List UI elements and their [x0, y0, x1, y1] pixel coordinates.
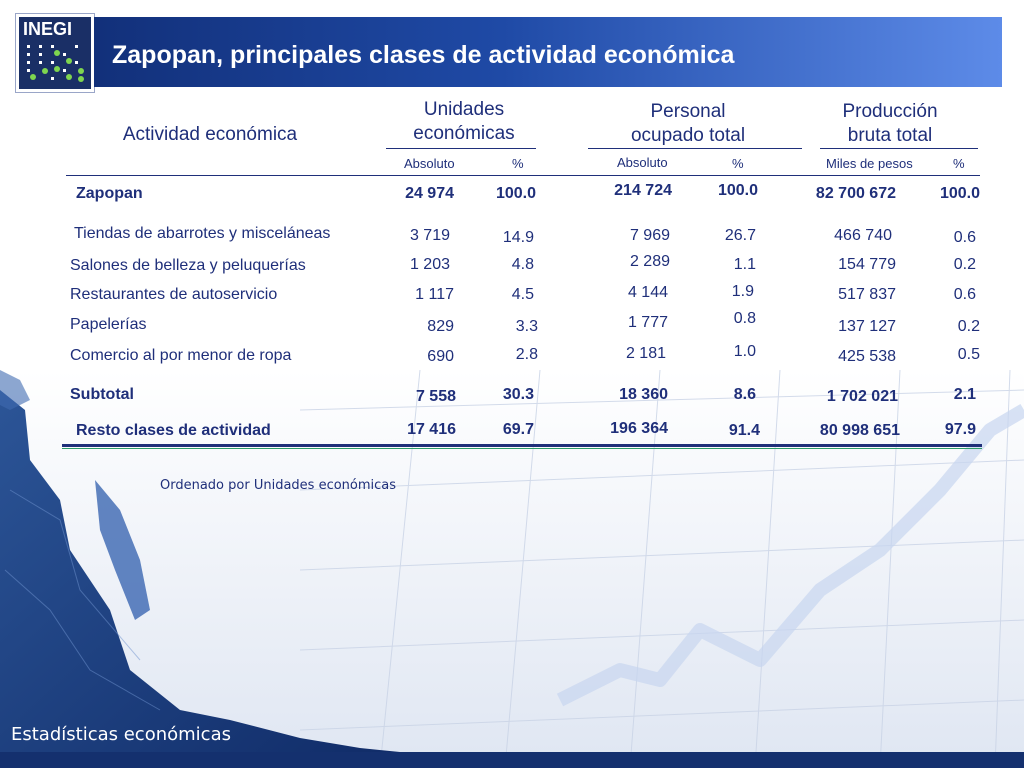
cell-pb-abs: 82 700 672	[815, 185, 896, 202]
cell-ue-abs: 7 558	[415, 388, 456, 405]
inegi-logo	[16, 14, 94, 92]
table-top-rule	[66, 175, 980, 176]
footnote: Ordenado por Unidades económicas	[160, 478, 397, 493]
table-bottom-accent-rule	[62, 448, 982, 449]
logo-dot-grid-icon	[25, 43, 85, 85]
cell-pb-pct: 0.2	[957, 318, 980, 335]
header-unidades-line2: económicas	[413, 123, 515, 144]
cell-ue-pct: 4.5	[511, 286, 534, 303]
cell-po-abs: 4 144	[627, 284, 668, 301]
row-name: Resto clases de actividad	[76, 422, 271, 439]
cell-po-pct: 0.8	[733, 310, 756, 327]
header-actividad: Actividad económica	[122, 124, 298, 145]
cell-po-abs: 214 724	[614, 182, 672, 199]
row-name: Papelerías	[70, 316, 147, 333]
cell-pb-pct: 97.9	[944, 421, 976, 438]
row-name: Salones de belleza y peluquerías	[70, 257, 306, 274]
cell-po-abs: 18 360	[619, 386, 668, 403]
header-rule-ue	[386, 148, 536, 149]
header-produccion-line1: Producción	[842, 101, 938, 122]
cell-po-pct: 1.1	[733, 256, 756, 273]
cell-po-abs: 2 181	[625, 345, 666, 362]
cell-ue-pct: 2.8	[515, 346, 538, 363]
header-produccion-line2: bruta total	[847, 125, 933, 146]
cell-po-pct: 91.4	[728, 422, 760, 439]
cell-pb-abs: 137 127	[838, 318, 896, 335]
subheader-pb-miles: Miles de pesos	[826, 156, 913, 171]
cell-ue-pct: 30.3	[502, 386, 534, 403]
cell-pb-abs: 154 779	[838, 256, 896, 273]
cell-po-pct: 8.6	[733, 386, 756, 403]
header-rule-pb	[820, 148, 978, 149]
cell-pb-abs: 517 837	[838, 286, 896, 303]
cell-ue-abs: 24 974	[405, 185, 454, 202]
subheader-pb-pct: %	[953, 156, 965, 171]
cell-pb-pct: 2.1	[953, 386, 976, 403]
cell-po-abs: 1 777	[627, 314, 668, 331]
subheader-ue-pct: %	[512, 156, 524, 171]
page-title: Zapopan, principales clases de actividad económica	[112, 41, 735, 69]
cell-pb-pct: 0.6	[953, 286, 976, 303]
cell-po-pct: 26.7	[724, 227, 756, 244]
row-name: Subtotal	[70, 386, 134, 403]
cell-ue-pct: 14.9	[502, 229, 534, 246]
subheader-ue-absoluto: Absoluto	[404, 156, 455, 171]
cell-pb-pct: 100.0	[939, 185, 980, 202]
row-name: Comercio al por menor de ropa	[70, 347, 292, 364]
logo-text: INEGI	[23, 19, 73, 39]
cell-pb-abs: 1 702 021	[826, 388, 898, 405]
footer-label: Estadísticas económicas	[11, 724, 231, 745]
cell-ue-abs: 690	[427, 348, 454, 365]
title-bar	[94, 17, 1002, 87]
cell-pb-abs: 80 998 651	[819, 422, 900, 439]
row-name: Zapopan	[76, 185, 143, 202]
cell-pb-pct: 0.5	[957, 346, 980, 363]
header-rule-po	[588, 148, 802, 149]
cell-ue-pct: 3.3	[515, 318, 538, 335]
header-personal-line2: ocupado total	[630, 125, 746, 146]
cell-po-pct: 1.0	[733, 343, 756, 360]
header-personal-line1: Personal	[650, 101, 726, 122]
cell-po-abs: 2 289	[629, 253, 670, 270]
cell-po-pct: 100.0	[717, 182, 758, 199]
cell-ue-abs: 1 203	[409, 256, 450, 273]
cell-pb-pct: 0.2	[953, 256, 976, 273]
cell-ue-abs: 1 117	[415, 286, 454, 303]
cell-po-abs: 7 969	[629, 227, 670, 244]
cell-ue-abs: 17 416	[407, 421, 456, 438]
cell-ue-abs: 829	[427, 318, 454, 335]
cell-pb-abs: 425 538	[838, 348, 896, 365]
header-unidades-line1: Unidades	[423, 99, 505, 120]
subheader-po-absoluto: Absoluto	[617, 155, 668, 170]
cell-po-abs: 196 364	[610, 420, 668, 437]
table-bottom-rule	[62, 444, 982, 447]
cell-ue-pct: 69.7	[502, 421, 534, 438]
cell-ue-pct: 100.0	[495, 185, 536, 202]
cell-pb-pct: 0.6	[953, 229, 976, 246]
cell-ue-abs: 3 719	[409, 227, 450, 244]
row-name: Tiendas de abarrotes y misceláneas	[74, 225, 331, 242]
cell-pb-abs: 466 740	[834, 227, 892, 244]
footer-bar	[0, 752, 1024, 768]
row-name: Restaurantes de autoservicio	[70, 286, 278, 303]
subheader-po-pct: %	[732, 156, 744, 171]
cell-ue-pct: 4.8	[511, 256, 534, 273]
cell-po-pct: 1.9	[731, 283, 754, 300]
